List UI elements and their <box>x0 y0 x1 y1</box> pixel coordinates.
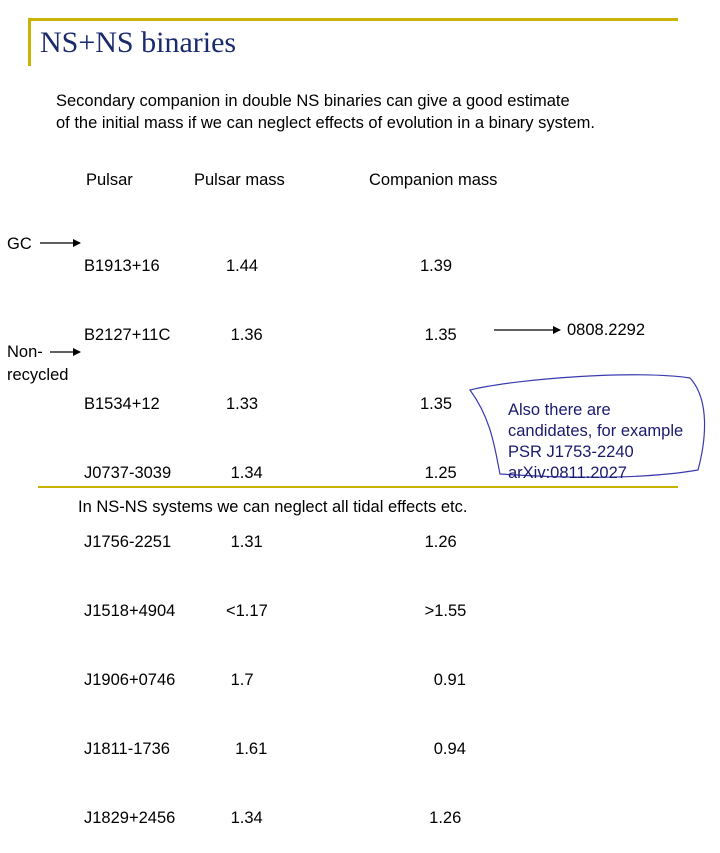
companion-mass-value: 1.35 <box>420 326 457 344</box>
intro-line-1: Secondary companion in double NS binaries can give a good estimate <box>56 92 570 110</box>
header-companion-mass: Companion mass <box>369 171 498 189</box>
pulsar-mass-value: 1.34 <box>226 809 263 827</box>
footer-text: In NS-NS systems we can neglect all tidal effects etc. <box>78 498 468 516</box>
companion-mass-value: 0.91 <box>420 671 466 689</box>
pulsar-name: B1913+16 <box>84 257 160 275</box>
pulsar-name: J0737-3039 <box>84 464 172 482</box>
companion-mass-value: 1.25 <box>420 464 457 482</box>
pulsar-mass-value: 1.7 <box>226 671 254 689</box>
intro-line-2: of the initial mass if we can neglect effects of evolution in a binary system. <box>56 114 595 132</box>
companion-mass-value: 1.39 <box>420 257 453 275</box>
companion-mass-value: >1.55 <box>420 602 467 620</box>
pulsar-name: B2127+11C <box>84 326 171 344</box>
pulsar-mass-value: 1.44 <box>226 257 259 275</box>
gc-label: GC <box>7 235 32 253</box>
companion-mass-value: 1.35 <box>420 395 453 413</box>
note-line-4: arXiv:0811.2027 <box>508 464 627 482</box>
nonrecycled-label-line-2: recycled <box>7 366 69 384</box>
candidates-note <box>508 400 683 484</box>
slide-title: NS+NS binaries <box>40 26 237 59</box>
reference-id: 0808.2292 <box>567 321 645 339</box>
note-line-2: candidates, for example <box>508 422 684 440</box>
pulsar-name: J1829+2456 <box>84 809 176 827</box>
pulsar-name: J1518+4904 <box>84 602 176 620</box>
pulsar-mass-value: 1.33 <box>226 395 259 413</box>
pulsar-mass-value: 1.61 <box>226 740 268 758</box>
pulsar-mass-value: 1.34 <box>226 464 263 482</box>
pulsar-name: J1811-1736 <box>84 740 170 758</box>
header-pulsar-mass: Pulsar mass <box>194 171 285 189</box>
pulsar-name: B1534+12 <box>84 395 160 413</box>
nonrecycled-label-line-1: Non- <box>7 343 43 361</box>
companion-mass-value: 1.26 <box>420 533 457 551</box>
header-pulsar: Pulsar <box>86 171 133 189</box>
pulsar-mass-value: <1.17 <box>226 602 268 620</box>
pulsar-name: J1906+0746 <box>84 671 176 689</box>
companion-mass-value: 0.94 <box>420 740 466 758</box>
note-line-1: Also there are <box>508 401 611 419</box>
pulsar-mass-value: 1.36 <box>226 326 263 344</box>
pulsar-mass-value: 1.31 <box>226 533 263 551</box>
companion-mass-value: 1.26 <box>420 809 462 827</box>
note-line-3: PSR J1753-2240 <box>508 443 634 461</box>
pulsar-name: J1756-2251 <box>84 533 172 551</box>
